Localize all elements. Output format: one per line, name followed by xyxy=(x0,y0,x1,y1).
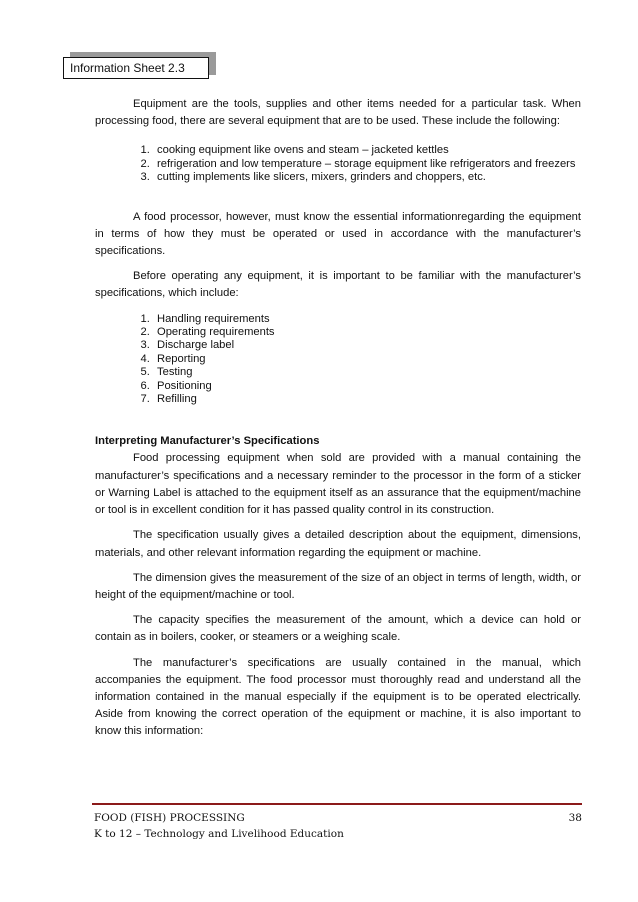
section-heading: Interpreting Manufacturer’s Specifications xyxy=(95,435,320,448)
list-item: 1. Handling requirements xyxy=(153,313,581,326)
section-paragraph: Food processing equipment when sold are provided with a manual containing the manufacturer’s specifications and a necessary reminder to the processor in the form of a sticker or Warning Label is attached to the equipment itself as an assurance that the equipment/machine or tool is in excellent condition for it has passed quality control in its construction. xyxy=(95,452,581,517)
intro-paragraph: Equipment are the tools, supplies and other items needed for a particular task. When processing food, there are several equipment that are to be used. These include the following: xyxy=(95,98,581,128)
section-paragraph: The capacity specifies the measurement of the amount, which a device can hold or contain as in boilers, cooker, or steamers or a weighing scale. xyxy=(95,614,581,644)
list-item: 2. Operating requirements xyxy=(153,326,581,339)
page-content xyxy=(95,96,581,749)
section-paragraph: The specification usually gives a detailed description about the equipment, dimensions, materials, and other relevant information regarding the equipment or machine. xyxy=(95,529,581,559)
section-paragraph: The dimension gives the measurement of the size of an object in terms of length, width, or height of the equipment/machine or tool. xyxy=(95,571,581,601)
before-operating-paragraph: Before operating any equipment, it is important to be familiar with the manufacturer’s specifications, which include: xyxy=(95,270,581,300)
information-sheet-badge: Information Sheet 2.3 xyxy=(63,57,209,79)
list-item: 4. Reporting xyxy=(153,353,581,366)
page-footer xyxy=(94,810,582,842)
footer-course-title: FOOD (FISH) PROCESSING xyxy=(94,812,245,824)
footer-divider xyxy=(92,803,582,805)
section-paragraph: The manufacturer’s specifications are usually contained in the manual, which accompanies the equipment. The food processor must thoroughly read and understand all the information contained in the manual especially if the equipment is to be operated electrically. Aside from knowing the correct operation of the equipment or machine, it is also important to know this information: xyxy=(95,656,581,738)
list-item: 5. Testing xyxy=(153,366,581,379)
equipment-list xyxy=(95,144,581,184)
list-item: 1. cooking equipment like ovens and steam – jacketed kettles xyxy=(153,144,581,157)
list-item: 7. Refilling xyxy=(153,393,581,406)
footer-subtitle: K to 12 – Technology and Livelihood Education xyxy=(94,828,344,840)
spec-list xyxy=(95,313,581,407)
list-item: 3. Discharge label xyxy=(153,339,581,352)
list-item: 6. Positioning xyxy=(153,380,581,393)
list-item: 2. refrigeration and low temperature – storage equipment like refrigerators and freezers xyxy=(153,158,581,171)
processor-paragraph: A food processor, however, must know the essential informationregarding the equipment in terms of how they must be operated or used in accordance with the manufacturer’s specifications. xyxy=(95,210,581,258)
list-item: 3. cutting implements like slicers, mixers, grinders and choppers, etc. xyxy=(153,171,581,184)
page-number: 38 xyxy=(568,812,582,824)
